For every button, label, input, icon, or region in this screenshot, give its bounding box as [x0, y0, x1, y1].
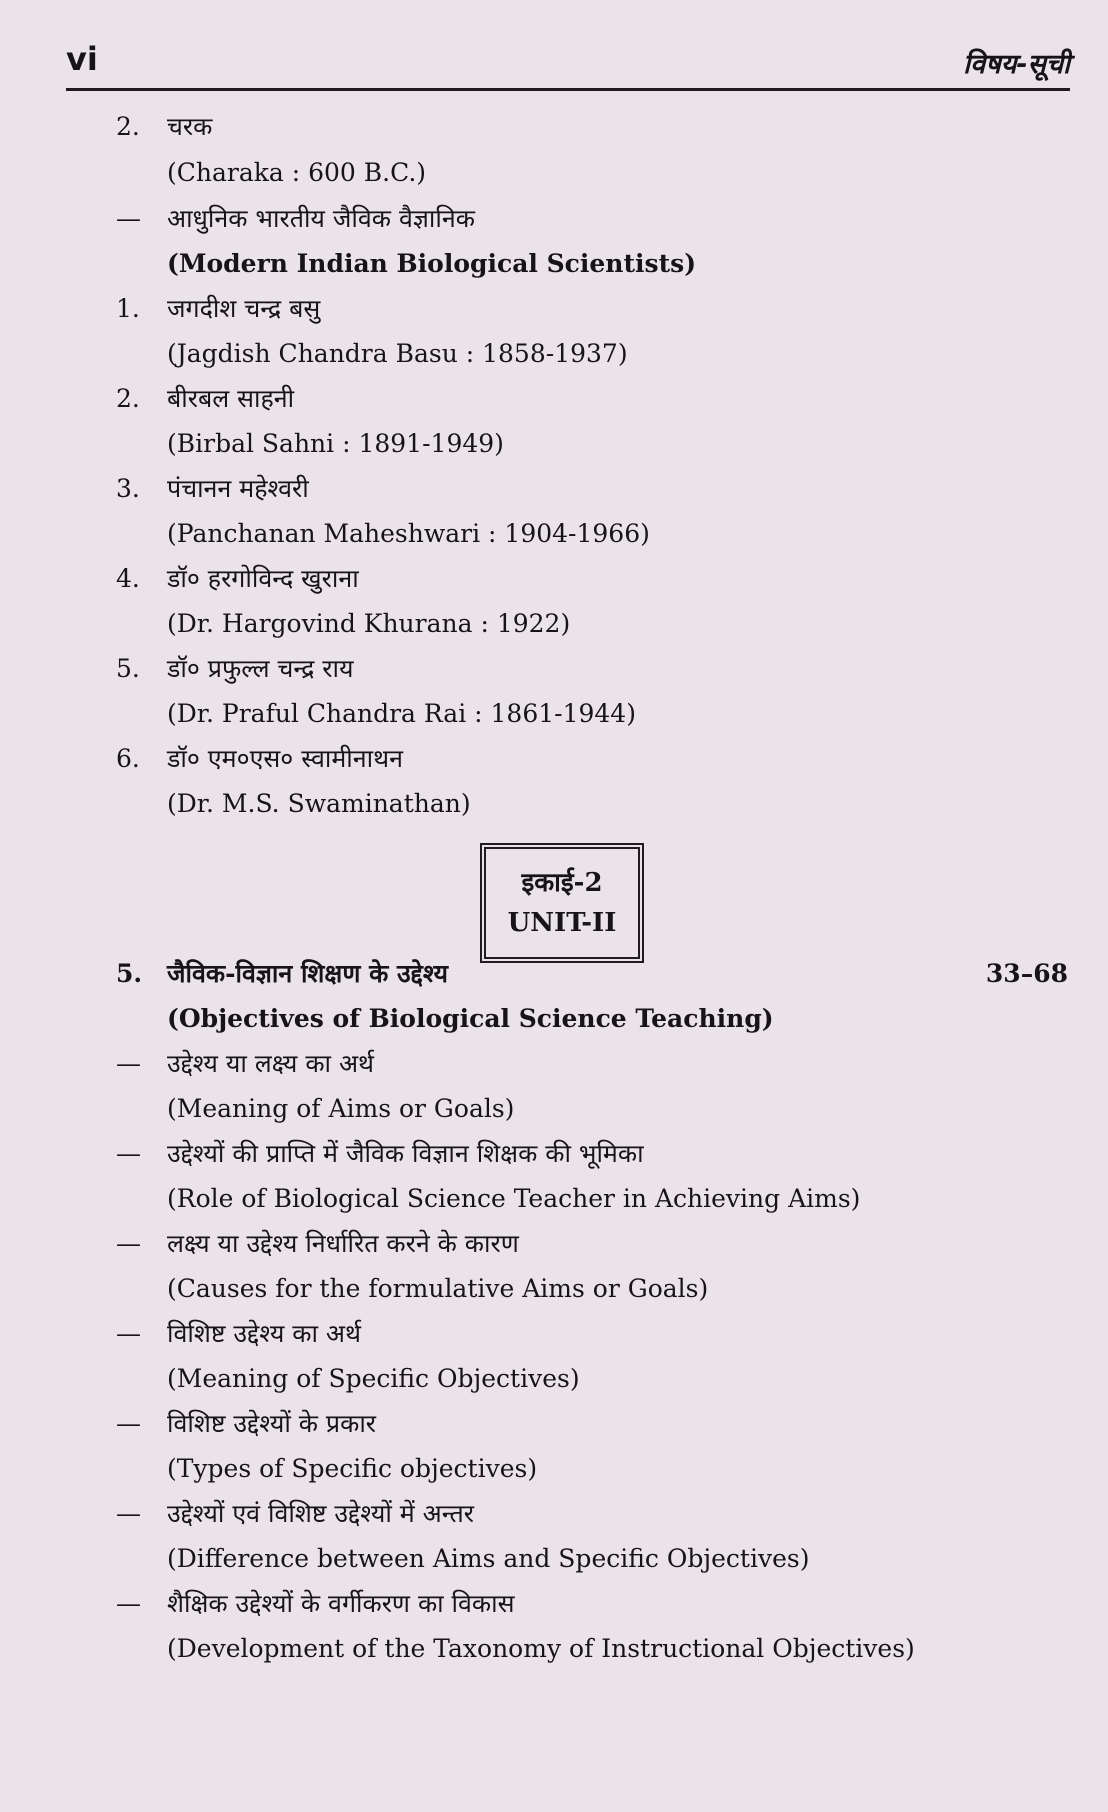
entry-title-english: (Panchanan Maheshwari : 1904-1966) — [167, 519, 650, 548]
topic-dash: — — [116, 1499, 141, 1528]
topic-title-english: (Causes for the formulative Aims or Goals) — [167, 1274, 709, 1303]
chapter-number: 5. — [116, 959, 143, 988]
section-title-hindi: आधुनिक भारतीय जैविक वैज्ञानिक — [167, 204, 475, 233]
unit-title-english: UNIT-II — [507, 908, 617, 938]
entry-title-hindi: डॉ० प्रफुल्ल चन्द्र राय — [167, 654, 354, 683]
topic-title-hindi: उद्देश्यों एवं विशिष्ट उद्देश्यों में अन्तर — [167, 1499, 474, 1528]
entry-number: 2. — [116, 384, 140, 413]
entry-title-hindi: डॉ० एम०एस० स्वामीनाथन — [167, 744, 403, 773]
chapter-title-english: (Objectives of Biological Science Teaching) — [167, 1004, 774, 1033]
entry-title-hindi: डॉ० हरगोविन्द खुराना — [167, 564, 359, 593]
entry-title-english: (Dr. Hargovind Khurana : 1922) — [167, 609, 571, 638]
entry-number: 3. — [116, 474, 140, 503]
entry-title-hindi: जगदीश चन्द्र बसु — [167, 294, 321, 323]
unit-heading — [484, 847, 640, 959]
topic-dash: — — [116, 1589, 141, 1618]
entry-title-english: (Birbal Sahni : 1891-1949) — [167, 429, 504, 458]
topic-title-english: (Difference between Aims and Specific Objectives) — [167, 1544, 810, 1573]
entry-title-hindi: बीरबल साहनी — [167, 384, 295, 413]
unit-title-hindi: इकाई-2 — [521, 868, 603, 898]
entry-title-english: (Dr. M.S. Swaminathan) — [167, 789, 471, 818]
topic-title-english: (Development of the Taxonomy of Instructional Objectives) — [167, 1634, 915, 1663]
entry-number: 2. — [116, 112, 140, 141]
unit-heading-box — [480, 843, 644, 963]
entry-number: 5. — [116, 654, 140, 683]
running-title: विषय-सूची — [963, 49, 1070, 80]
page-number: vi — [66, 40, 98, 78]
topic-title-hindi: उद्देश्यों की प्राप्ति में जैविक विज्ञान शिक्षक की भूमिका — [167, 1139, 644, 1168]
entry-title-english: (Dr. Praful Chandra Rai : 1861-1944) — [167, 699, 636, 728]
topic-title-hindi: विशिष्ट उद्देश्य का अर्थ — [167, 1319, 361, 1348]
topic-title-hindi: शैक्षिक उद्देश्यों के वर्गीकरण का विकास — [167, 1589, 515, 1618]
topic-dash: — — [116, 1229, 141, 1258]
topic-title-hindi: विशिष्ट उद्देश्यों के प्रकार — [167, 1409, 377, 1438]
chapter-title-hindi: जैविक-विज्ञान शिक्षण के उद्देश्य — [167, 959, 448, 988]
chapter-page-range: 33–68 — [985, 959, 1068, 988]
entry-number: 1. — [116, 294, 140, 323]
topic-title-english: (Types of Specific objectives) — [167, 1454, 538, 1483]
topic-dash: — — [116, 1409, 141, 1438]
topic-title-hindi: लक्ष्य या उद्देश्य निर्धारित करने के कारण — [167, 1229, 519, 1258]
entry-title-english: (Charaka : 600 B.C.) — [167, 158, 427, 187]
section-dash: — — [116, 204, 141, 233]
entry-title-hindi: पंचानन महेश्वरी — [167, 474, 309, 503]
topic-dash: — — [116, 1049, 141, 1078]
topic-title-english: (Role of Biological Science Teacher in Achieving Aims) — [167, 1184, 861, 1213]
entry-title-english: (Jagdish Chandra Basu : 1858-1937) — [167, 339, 628, 368]
entry-number: 6. — [116, 744, 140, 773]
topic-title-english: (Meaning of Specific Objectives) — [167, 1364, 580, 1393]
entry-title-hindi: चरक — [167, 112, 213, 141]
topic-dash: — — [116, 1319, 141, 1348]
topic-title-hindi: उद्देश्य या लक्ष्य का अर्थ — [167, 1049, 375, 1078]
header-rule — [66, 88, 1070, 91]
entry-number: 4. — [116, 564, 140, 593]
topic-dash: — — [116, 1139, 141, 1168]
topic-title-english: (Meaning of Aims or Goals) — [167, 1094, 515, 1123]
section-title-english: (Modern Indian Biological Scientists) — [167, 249, 697, 278]
